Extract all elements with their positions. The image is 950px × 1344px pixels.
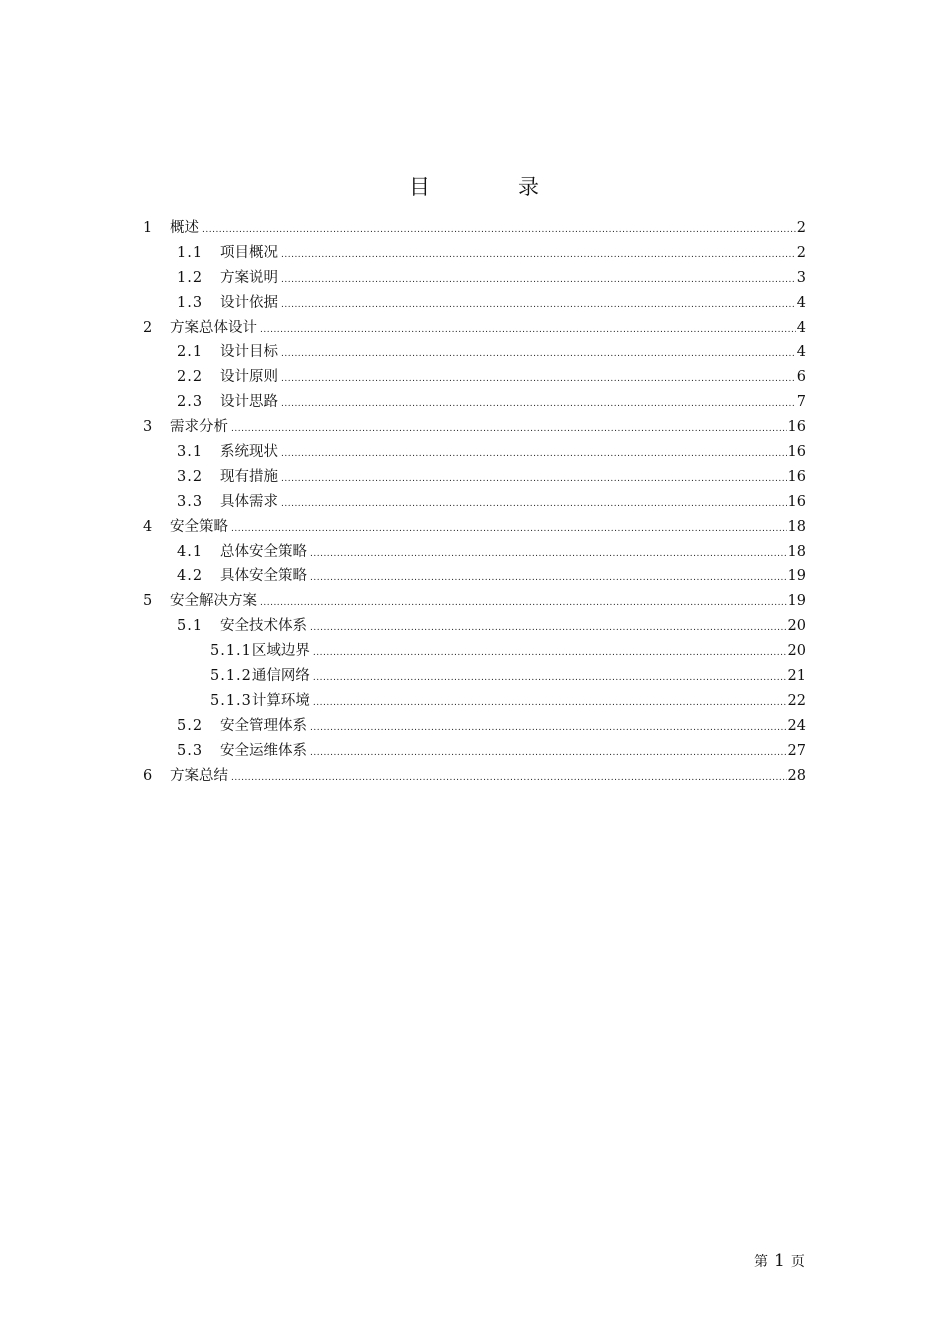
toc-dot-leader	[310, 716, 787, 741]
toc-dot-leader	[313, 691, 787, 716]
toc-entry-text: 区域边界	[251, 643, 310, 660]
toc-entry-page: 19	[787, 593, 806, 610]
toc-entry-text: 安全解决方案	[170, 593, 257, 610]
toc-entry[interactable]	[143, 540, 806, 565]
toc-dot-leader	[310, 616, 787, 641]
toc-entry-number: 2.3	[177, 394, 204, 411]
toc-entry-text: 具体安全策略	[220, 568, 307, 585]
toc-entry-page: 20	[787, 618, 806, 635]
toc-entry[interactable]	[143, 490, 806, 515]
toc-entry-page: 6	[796, 369, 806, 386]
toc-entry-page: 18	[787, 518, 806, 535]
toc-entry-text: 现有措施	[220, 468, 278, 485]
toc-entry-text: 安全技术体系	[220, 618, 307, 635]
toc-entry-page: 16	[787, 493, 806, 510]
toc-entry-number: 5.1.1	[210, 643, 252, 660]
toc-entry-number: 5.1	[177, 618, 204, 635]
toc-entry[interactable]	[143, 515, 806, 540]
toc-entry[interactable]	[143, 216, 806, 241]
toc-entry-text: 具体需求	[220, 493, 278, 510]
toc-entry-text: 总体安全策略	[220, 543, 307, 560]
toc-entry[interactable]	[143, 390, 806, 415]
toc-dot-leader	[310, 542, 787, 567]
toc-entry-text: 通信网络	[251, 668, 310, 685]
toc-entry-number: 5.1.2	[210, 668, 252, 685]
toc-entry-page: 20	[787, 643, 806, 660]
toc-entry-number: 4	[143, 518, 153, 535]
toc-dot-leader	[281, 342, 796, 367]
toc-dot-leader	[260, 591, 787, 616]
toc-dot-leader	[231, 417, 787, 442]
toc-entry-text: 概述	[170, 220, 199, 236]
toc-dot-leader	[231, 517, 787, 542]
toc-entry-text: 方案总体设计	[170, 319, 257, 336]
toc-entry[interactable]	[143, 266, 806, 291]
toc-entry-number: 1	[143, 220, 153, 236]
toc-entry-number: 1.2	[177, 269, 204, 286]
toc-entry-number: 4.1	[177, 543, 204, 560]
toc-entry[interactable]	[143, 714, 806, 739]
footer-prefix: 第	[754, 1254, 768, 1270]
footer-suffix: 页	[790, 1254, 805, 1270]
toc-entry-page: 27	[787, 742, 806, 759]
toc-dot-leader	[313, 666, 787, 691]
toc-dot-leader	[310, 741, 787, 766]
toc-dot-leader	[281, 293, 796, 318]
toc-entry-number: 3.3	[177, 493, 204, 510]
toc-entry-page: 21	[787, 668, 806, 685]
toc-entry-page: 24	[787, 717, 806, 734]
toc-title	[0, 170, 950, 204]
toc-entry-page: 2	[796, 244, 806, 261]
toc-entry-page: 4	[796, 319, 806, 336]
toc-entry-page: 16	[787, 444, 806, 461]
toc-entry-text: 设计思路	[220, 394, 278, 411]
toc-entry-page: 18	[787, 543, 806, 560]
toc-entry-text: 安全策略	[170, 518, 228, 535]
toc-entry-text: 计算环境	[251, 692, 310, 709]
toc-title-char-1: 目	[409, 175, 430, 199]
toc-entry-text: 方案总结	[170, 767, 228, 784]
toc-entry-number: 2.1	[177, 344, 204, 361]
toc-entry-text: 安全运维体系	[220, 742, 307, 759]
toc-entry-text: 系统现状	[220, 444, 278, 461]
toc-entry-page: 3	[796, 269, 806, 286]
toc-entry[interactable]	[143, 639, 806, 664]
toc-dot-leader	[281, 392, 796, 417]
toc-entry-number: 5	[143, 593, 153, 610]
table-of-contents	[143, 216, 806, 788]
toc-entry-page: 22	[787, 692, 806, 709]
toc-entry-page: 16	[787, 419, 806, 436]
toc-dot-leader	[281, 492, 787, 517]
toc-entry-number: 2	[143, 319, 153, 336]
toc-entry-number: 3	[143, 419, 153, 436]
toc-entry-number: 1.1	[177, 244, 204, 261]
toc-entry-number: 5.3	[177, 742, 204, 759]
toc-entry[interactable]	[143, 340, 806, 365]
toc-dot-leader	[310, 566, 787, 591]
toc-dot-leader	[281, 467, 787, 492]
toc-entry-page: 4	[796, 294, 806, 311]
toc-entry-text: 设计依据	[220, 294, 278, 311]
page-footer	[754, 1250, 805, 1273]
toc-entry[interactable]	[143, 589, 806, 614]
toc-dot-leader	[202, 218, 796, 243]
toc-entry-text: 项目概况	[220, 244, 278, 261]
toc-entry-number: 3.2	[177, 468, 204, 485]
toc-entry[interactable]	[143, 739, 806, 764]
toc-entry[interactable]	[143, 440, 806, 465]
toc-entry-page: 16	[787, 468, 806, 485]
footer-page-number: 1	[774, 1251, 785, 1271]
toc-dot-leader	[281, 367, 796, 392]
toc-entry[interactable]	[143, 316, 806, 341]
toc-entry-page: 19	[787, 568, 806, 585]
toc-entry-number: 5.1.3	[210, 692, 252, 709]
toc-entry-text: 需求分析	[170, 419, 228, 436]
toc-entry[interactable]	[143, 564, 806, 589]
toc-entry-text: 设计原则	[220, 369, 278, 386]
toc-entry-text: 设计目标	[220, 344, 278, 361]
toc-entry[interactable]	[143, 614, 806, 639]
toc-entry-text: 安全管理体系	[220, 717, 307, 734]
toc-dot-leader	[231, 766, 787, 791]
toc-entry-number: 4.2	[177, 568, 204, 585]
toc-dot-leader	[281, 243, 796, 268]
toc-dot-leader	[313, 641, 787, 666]
toc-entry-page: 4	[796, 344, 806, 361]
toc-entry[interactable]	[143, 689, 806, 714]
toc-entry[interactable]	[143, 764, 806, 789]
toc-dot-leader	[281, 442, 787, 467]
toc-dot-leader	[281, 268, 796, 293]
toc-entry-number: 2.2	[177, 369, 204, 386]
toc-dot-leader	[260, 318, 796, 343]
toc-entry[interactable]	[143, 415, 806, 440]
toc-entry[interactable]	[143, 241, 806, 266]
toc-entry[interactable]	[143, 465, 806, 490]
toc-title-char-2: 录	[518, 175, 539, 199]
toc-entry[interactable]	[143, 365, 806, 390]
toc-entry-number: 3.1	[177, 444, 204, 461]
toc-entry-number: 1.3	[177, 294, 204, 311]
toc-entry-number: 5.2	[177, 717, 204, 734]
toc-entry-page: 7	[796, 394, 806, 411]
toc-entry-page: 28	[787, 767, 806, 784]
toc-entry-page: 2	[796, 220, 806, 236]
toc-entry-text: 方案说明	[220, 269, 278, 286]
toc-entry-number: 6	[143, 767, 153, 784]
toc-entry[interactable]	[143, 291, 806, 316]
toc-entry[interactable]	[143, 664, 806, 689]
